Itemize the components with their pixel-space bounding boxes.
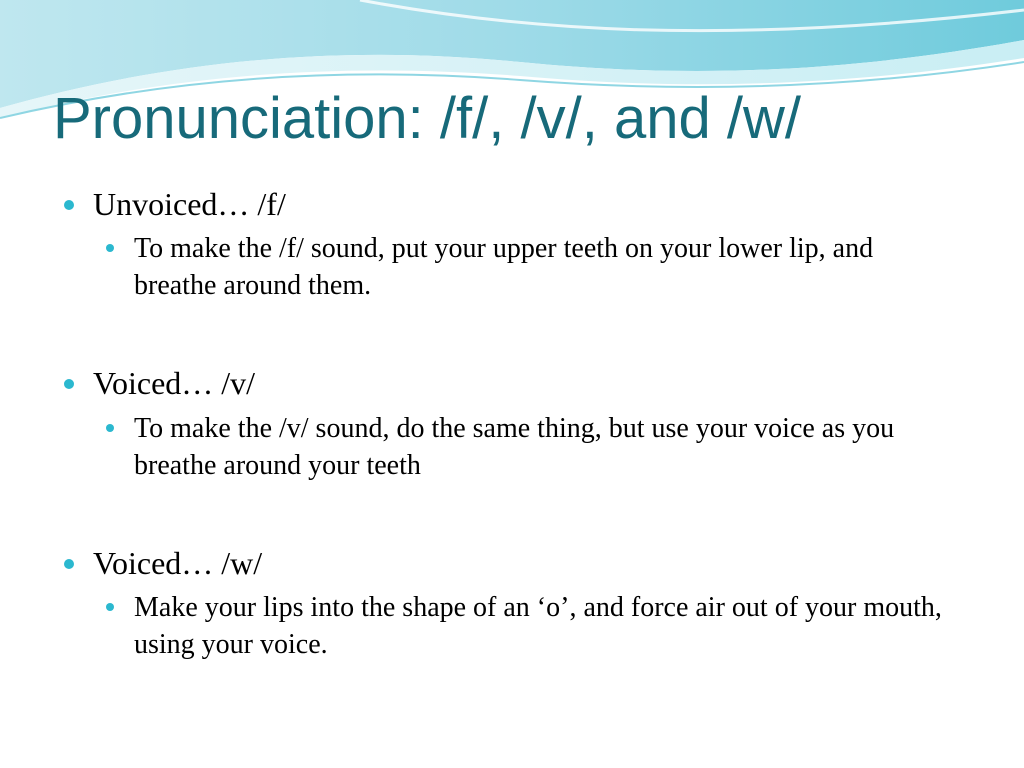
bullet-dot-icon xyxy=(106,603,114,611)
sub-bullet-voiced-w xyxy=(106,589,956,663)
sub-bullet-unvoiced-f xyxy=(106,230,956,304)
bullet-dot-icon xyxy=(106,424,114,432)
bullet-detail: Make your lips into the shape of an ‘o’, and force air out of your mouth, using your voice. xyxy=(134,592,942,660)
bullet-detail: To make the /f/ sound, put your upper teeth on your lower lip, and breathe around them. xyxy=(134,233,874,301)
bullet-dot-icon xyxy=(64,200,74,210)
slide-title: Pronunciation: /f/, /v/, and /w/ xyxy=(53,86,801,151)
bullet-heading: Unvoiced… /f/ xyxy=(93,186,286,222)
bullet-heading: Voiced… /v/ xyxy=(93,365,256,401)
bullet-detail: To make the /v/ sound, do the same thing, but use your voice as you breathe around your teeth xyxy=(134,413,895,481)
sub-bullet-voiced-v xyxy=(106,410,956,484)
bullet-dot-icon xyxy=(106,244,114,252)
bullet-heading: Voiced… /w/ xyxy=(93,545,263,581)
bullet-dot-icon xyxy=(64,379,74,389)
bullet-dot-icon xyxy=(64,559,74,569)
